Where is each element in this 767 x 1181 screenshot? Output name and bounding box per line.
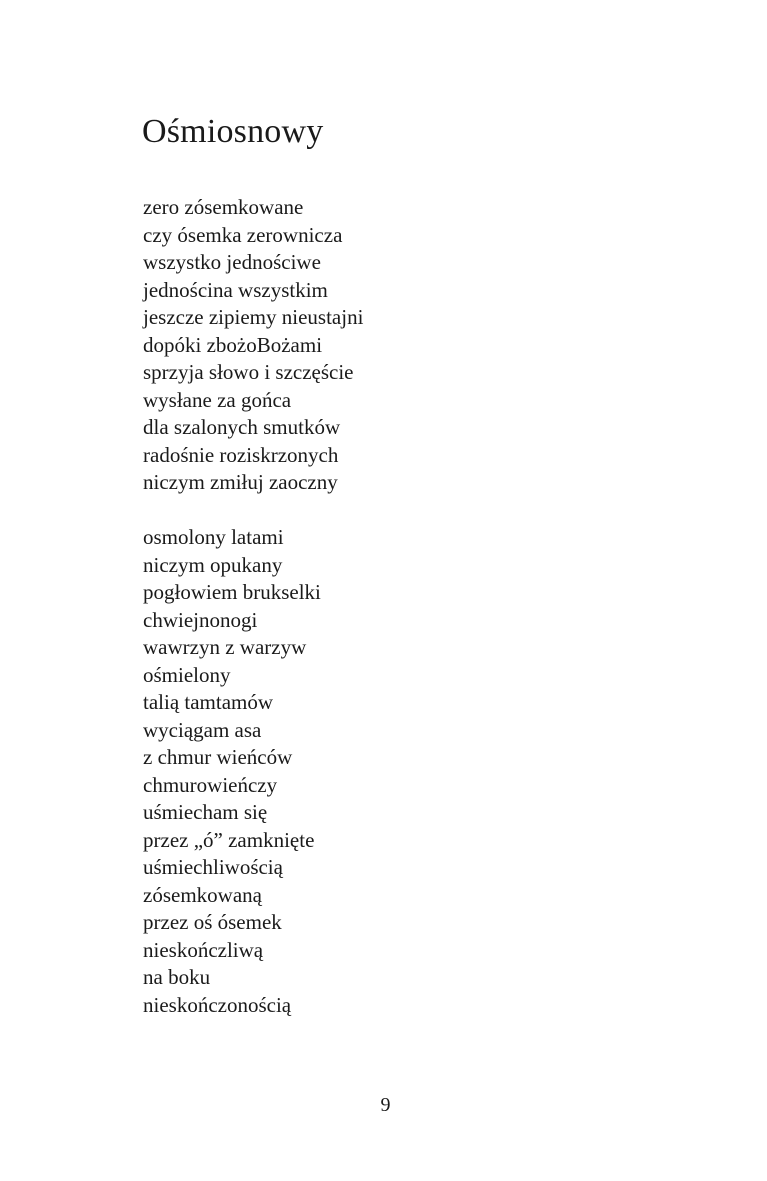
poem-line: uśmiecham się [143,800,268,824]
poem-line: chmurowieńczy [143,772,278,797]
stanza-1 [143,194,363,497]
poem-line: czy ósemka zerownicza [143,222,343,247]
poem-line: wyciągam asa [143,717,262,742]
poem-line: osmolony latami [143,525,284,549]
stanza-2 [143,524,321,1019]
poem-line: dla szalonych smutków [143,415,341,439]
poem-line: niczym zmiłuj zaoczny [143,470,338,494]
poem-line: wawrzyn z warzyw [143,635,307,659]
poem-line: ośmielony [143,662,231,687]
poem-line: nieskończliwą [143,937,264,962]
poem-line: pogłowiem brukselki [143,580,321,604]
poem-line: przez oś ósemek [143,910,282,934]
poem-line: zósemkowaną [143,882,262,907]
poem-line: uśmiechliwością [143,855,283,879]
poem-line: niczym opukany [143,552,283,577]
poem-line: wszystko jednościwe [143,250,321,274]
poem-line: wysłane za gońca [143,387,292,412]
poem-line: radośnie roziskrzonych [143,442,339,467]
poem-line: talią tamtamów [143,690,274,714]
poem-line: jeszcze zipiemy nieustajni [143,305,364,329]
poem-line: zero zósemkowane [143,195,304,219]
poem-title: Ośmiosnowy [142,113,324,150]
poem-line: dopóki zbożoBożami [143,332,323,357]
poem-line: nieskończonością [143,992,292,1017]
poem-line: na boku [143,965,211,989]
poem-line: z chmur wieńców [143,745,293,769]
poem-line: sprzyja słowo i szczęście [143,360,354,384]
poem-line: jednościna wszystkim [143,277,328,302]
poem-line: chwiejnonogi [143,607,258,632]
page-number: 9 [380,1094,391,1116]
poem-line: przez „ó” zamknięte [143,827,315,852]
